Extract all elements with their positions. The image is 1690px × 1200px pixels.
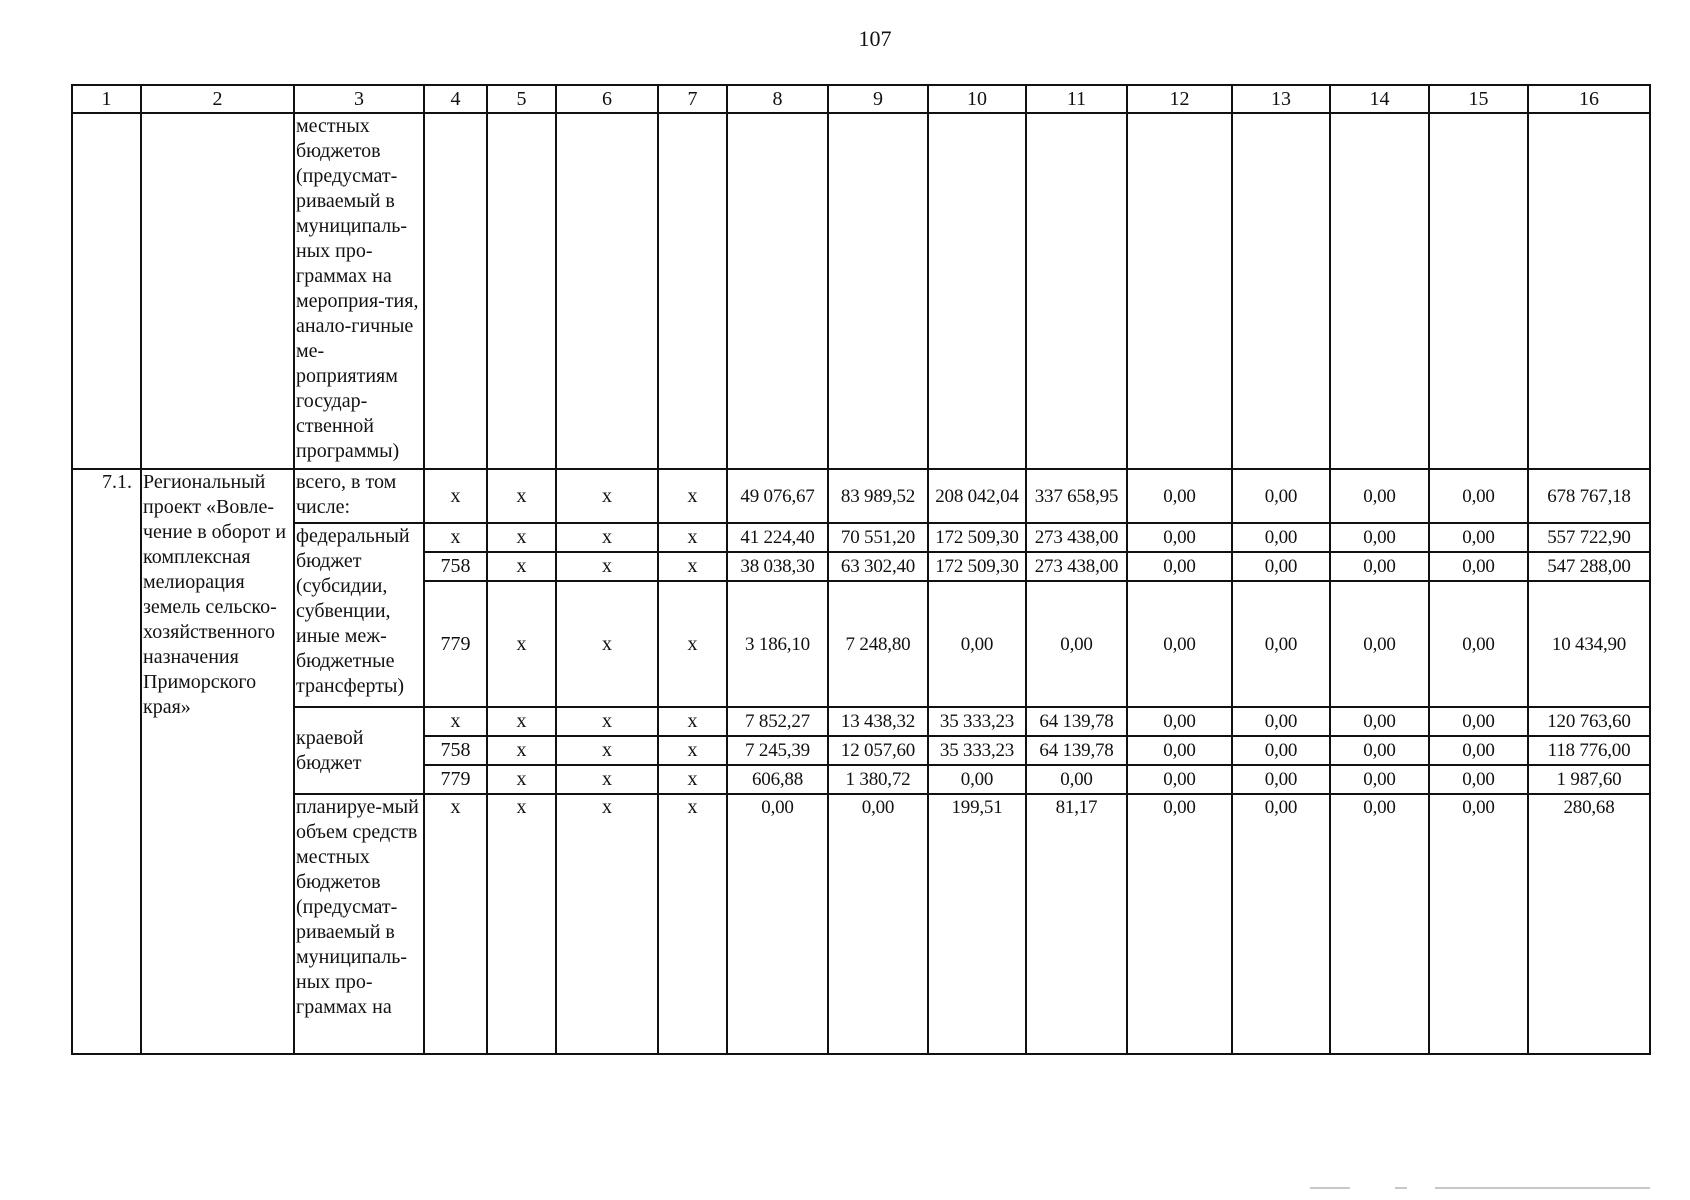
table-cell: 0,00: [928, 765, 1026, 794]
table-cell: 12 057,60: [828, 736, 928, 765]
table-cell: 758: [424, 552, 487, 581]
table-cell: 0,00: [1330, 469, 1429, 523]
scan-mark: [1310, 1187, 1350, 1189]
regional-budget-label: краевой бюджет: [294, 707, 424, 794]
table-cell: x: [556, 523, 658, 552]
table-cell: x: [487, 707, 556, 736]
header-cell: 12: [1127, 85, 1232, 113]
table-cell: x: [487, 736, 556, 765]
table-cell: 172 509,30: [928, 523, 1026, 552]
table-cell: 0,00: [1232, 552, 1330, 581]
table-cell: 0,00: [1127, 469, 1232, 523]
table-cell: [141, 113, 294, 469]
table-cell: 0,00: [1429, 794, 1528, 1054]
table-cell: 273 438,00: [1026, 552, 1127, 581]
table-cell: 0,00: [1232, 736, 1330, 765]
table-cell: x: [658, 581, 727, 707]
project-name: Региональный проект «Вовле-чение в оборот и комплексная мелиорация земель сельско-хозяйственного назначения Приморского края»: [141, 469, 294, 1054]
table-cell: x: [487, 794, 556, 1054]
header-cell: 13: [1232, 85, 1330, 113]
table-cell: x: [658, 794, 727, 1054]
table-cell: 758: [424, 736, 487, 765]
header-cell: 8: [727, 85, 828, 113]
table-cell: x: [487, 581, 556, 707]
table-cell: 0,00: [1429, 736, 1528, 765]
table-cell: 83 989,52: [828, 469, 928, 523]
table-cell: 0,00: [727, 794, 828, 1054]
table-cell: 0,00: [1127, 552, 1232, 581]
table-cell: x: [424, 707, 487, 736]
table-cell: 64 139,78: [1026, 707, 1127, 736]
header-cell: 16: [1528, 85, 1650, 113]
table-cell: 0,00: [1232, 794, 1330, 1054]
table-cell: x: [556, 552, 658, 581]
table-cell: 0,00: [1127, 736, 1232, 765]
header-cell: 10: [928, 85, 1026, 113]
table-cell: 0,00: [1232, 707, 1330, 736]
table-cell: x: [487, 765, 556, 794]
table-cell: 1 987,60: [1528, 765, 1650, 794]
table-cell: 0,00: [1330, 794, 1429, 1054]
table-cell: 547 288,00: [1528, 552, 1650, 581]
local-budget-label: планируе-мый объем средств местных бюджетов (предусмат-риваемый в муниципаль-ных про-граммах на: [294, 794, 424, 1054]
table-cell: x: [658, 736, 727, 765]
table-cell: x: [487, 469, 556, 523]
table-cell: [72, 113, 141, 469]
table-cell: 0,00: [1026, 765, 1127, 794]
table-cell: 0,00: [1232, 469, 1330, 523]
header-cell: 7: [658, 85, 727, 113]
table-cell: 0,00: [1026, 581, 1127, 707]
scan-mark: [1435, 1187, 1650, 1189]
table-cell: 0,00: [1330, 707, 1429, 736]
table-cell: [727, 113, 828, 469]
table-cell: x: [487, 552, 556, 581]
table-cell: 10 434,90: [1528, 581, 1650, 707]
table-cell: 3 186,10: [727, 581, 828, 707]
table-cell: 208 042,04: [928, 469, 1026, 523]
table-cell: 280,68: [1528, 794, 1650, 1054]
table-row: [72, 707, 1650, 736]
table-cell: x: [556, 469, 658, 523]
table-cell: [1528, 113, 1650, 469]
table-cell: 0,00: [1127, 794, 1232, 1054]
row-number: 7.1.: [72, 469, 141, 1054]
table-cell: [1232, 113, 1330, 469]
table-cell: 7 852,27: [727, 707, 828, 736]
table-cell: [487, 113, 556, 469]
table-cell: [828, 113, 928, 469]
table-cell: 0,00: [1127, 581, 1232, 707]
table-cell: x: [658, 765, 727, 794]
table-cell: 557 722,90: [1528, 523, 1650, 552]
table-cell: 0,00: [1232, 581, 1330, 707]
header-cell: 9: [828, 85, 928, 113]
table-cell: 0,00: [1429, 581, 1528, 707]
table-cell: 0,00: [1429, 552, 1528, 581]
table-cell: [556, 113, 658, 469]
table-cell: 0,00: [1127, 765, 1232, 794]
page-number: 107: [858, 26, 892, 51]
table-cell: [1127, 113, 1232, 469]
table-cell: 0,00: [1330, 552, 1429, 581]
table-cell: x: [556, 707, 658, 736]
table-cell: 7 245,39: [727, 736, 828, 765]
table-cell: x: [658, 469, 727, 523]
table-cell: 0,00: [1127, 523, 1232, 552]
table-cell: x: [424, 469, 487, 523]
table-cell: 0,00: [1330, 581, 1429, 707]
table-cell: 273 438,00: [1026, 523, 1127, 552]
table-row: [72, 469, 1650, 523]
table-cell: 0,00: [1232, 523, 1330, 552]
table-cell: x: [556, 581, 658, 707]
table-cell: 0,00: [1232, 765, 1330, 794]
table-cell: [424, 113, 487, 469]
table-cell: 199,51: [928, 794, 1026, 1054]
table-cell: [658, 113, 727, 469]
table-cell: 0,00: [828, 794, 928, 1054]
header-row: [72, 85, 1650, 113]
table-cell: 7 248,80: [828, 581, 928, 707]
table-cell: 0,00: [1429, 707, 1528, 736]
table-cell: 64 139,78: [1026, 736, 1127, 765]
scan-mark: [1395, 1187, 1407, 1189]
table-cell: x: [556, 765, 658, 794]
table-cell: 0,00: [1330, 736, 1429, 765]
table-cell: x: [658, 707, 727, 736]
header-cell: 1: [72, 85, 141, 113]
table-cell: 118 776,00: [1528, 736, 1650, 765]
table-cell: x: [556, 794, 658, 1054]
table-row: [72, 523, 1650, 552]
table-cell: x: [424, 523, 487, 552]
table-cell: x: [556, 736, 658, 765]
table-cell: 70 551,20: [828, 523, 928, 552]
table-cell: 38 038,30: [727, 552, 828, 581]
table-cell: 81,17: [1026, 794, 1127, 1054]
table-cell: 41 224,40: [727, 523, 828, 552]
table-cell: 13 438,32: [828, 707, 928, 736]
table-cell: [1330, 113, 1429, 469]
table-cell: 0,00: [1429, 765, 1528, 794]
table-cell: x: [424, 794, 487, 1054]
table-cell: 172 509,30: [928, 552, 1026, 581]
header-cell: 5: [487, 85, 556, 113]
header-cell: 6: [556, 85, 658, 113]
table-cell: 779: [424, 581, 487, 707]
table-cell: 120 763,60: [1528, 707, 1650, 736]
table-cell: x: [658, 523, 727, 552]
table-cell: 0,00: [1330, 523, 1429, 552]
header-cell: 14: [1330, 85, 1429, 113]
table-cell: 49 076,67: [727, 469, 828, 523]
table-cell: 0,00: [928, 581, 1026, 707]
header-cell: 3: [294, 85, 424, 113]
table-cell: [1429, 113, 1528, 469]
header-cell: 11: [1026, 85, 1127, 113]
table-cell: 606,88: [727, 765, 828, 794]
total-label: всего, в том числе:: [294, 469, 424, 523]
table-cell: 678 767,18: [1528, 469, 1650, 523]
budget-table: [71, 84, 1651, 1055]
table-cell: 337 658,95: [1026, 469, 1127, 523]
table-cell: x: [487, 523, 556, 552]
table-row: [72, 113, 1650, 469]
table-cell: 0,00: [1429, 523, 1528, 552]
table-cell: 779: [424, 765, 487, 794]
header-cell: 2: [141, 85, 294, 113]
local-budget-label-continued: местных бюджетов (предусмат-риваемый в муниципаль-ных про-граммах на мероприя-тия, анало-гичные ме-роприятиям государ-ственной программы): [294, 113, 424, 469]
table-cell: 63 302,40: [828, 552, 928, 581]
table-cell: 0,00: [1429, 469, 1528, 523]
table-cell: [1026, 113, 1127, 469]
table-row: [72, 794, 1650, 1054]
table-cell: 35 333,23: [928, 707, 1026, 736]
table-cell: 1 380,72: [828, 765, 928, 794]
header-cell: 15: [1429, 85, 1528, 113]
table-cell: [928, 113, 1026, 469]
header-cell: 4: [424, 85, 487, 113]
table-cell: 0,00: [1330, 765, 1429, 794]
table-cell: x: [658, 552, 727, 581]
table-cell: 0,00: [1127, 707, 1232, 736]
federal-budget-label: федеральный бюджет (субсидии, субвенции, иные меж-бюджетные трансферты): [294, 523, 424, 707]
table-cell: 35 333,23: [928, 736, 1026, 765]
